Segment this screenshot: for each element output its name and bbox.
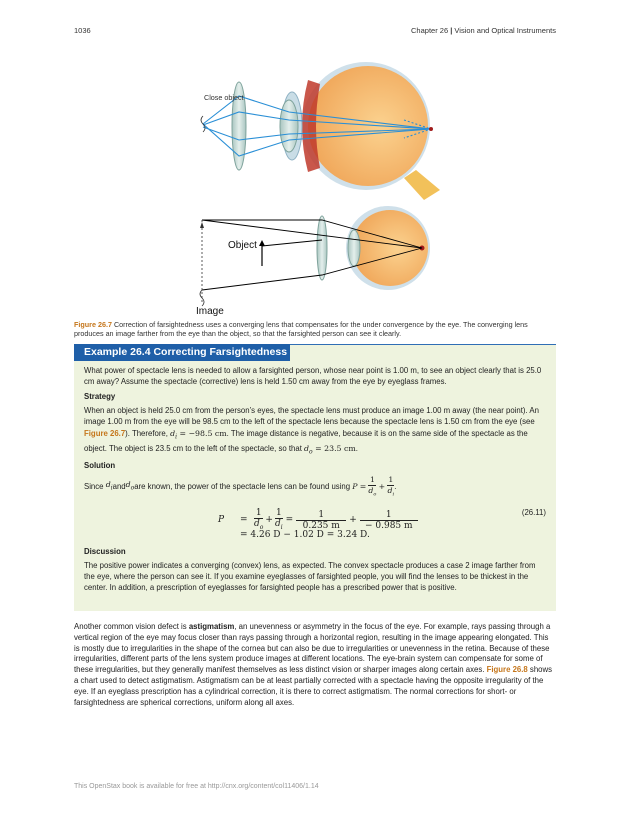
solution-heading: Solution <box>84 461 116 470</box>
eq-frac-0985 <box>360 510 418 531</box>
body-part-2: , an unevenness or asymmetry in the focus of the eye. For example, rays passing through a vertical region of the eye may focus closer than rays passing through a horizontal region, resulting in the image appearing elongated. This is mostly due to irregularities in the shape of the cornea but can also be due to irregularities or unevenness in the retina. Because of these irregularities, different parts of the lens system produce images at different locations. The eye-brain system can compensate for some of these irregularities, but they generally manifest themselves as less distinct vision or sharper images along certain axes. <box>74 622 551 675</box>
solution-and: and <box>112 481 126 491</box>
d-symbol: d <box>125 479 131 489</box>
eye-ball-small <box>352 210 428 286</box>
chapter-number: Chapter 26 <box>411 26 449 35</box>
denominator: − 0.985 m <box>364 520 413 531</box>
object-distance-value: = 23.5 cm <box>312 443 356 453</box>
d-symbol: d <box>254 519 260 529</box>
d-symbol: d <box>274 519 281 529</box>
i-subscript: i <box>280 523 283 531</box>
example-problem: What power of spectacle lens is needed to allow a farsighted person, whose near point is 1.00 m, to see an object clearly that is 25.0 cm away? Assume the spectacle (corrective) lens is held 1.50 cm away from the eye by eyeglass frames. <box>84 366 542 386</box>
figure-26-7 <box>74 50 556 318</box>
caption-figure-ref[interactable]: Figure 26.7 <box>74 320 112 329</box>
di-symbol: d <box>170 428 176 438</box>
label-object: Object <box>228 240 257 251</box>
o-subscript: o <box>373 491 377 498</box>
equation-line-2: = 4.26 D − 1.02 D = 3.24 D. <box>240 530 370 540</box>
label-image: Image <box>196 306 224 317</box>
eq-plus: + <box>265 515 273 526</box>
numerator: 1 <box>388 474 394 484</box>
o-subscript: o <box>259 523 264 531</box>
object-arrowhead <box>259 240 265 246</box>
figure-caption <box>74 320 556 339</box>
eq-P: P <box>218 515 225 526</box>
numerator: 1 <box>296 510 346 521</box>
numerator: 1 <box>255 508 262 518</box>
solution-part-1: Since <box>84 481 104 491</box>
di-subscript: i <box>175 433 178 441</box>
fraction-1-di <box>387 474 397 500</box>
chapter-header <box>411 26 556 35</box>
footer: This OpenStax book is available for free at http://cnx.org/content/col11406/1.14 <box>74 783 319 790</box>
power-symbol: P <box>352 481 358 491</box>
eq-equals: = <box>240 515 248 526</box>
i-subscript: i <box>392 491 395 498</box>
strategy-figure-ref[interactable]: Figure 26.7 <box>84 428 126 438</box>
solution-part-2: are known, the power of the spectacle lens can be found using <box>134 481 351 491</box>
header-separator: | <box>448 26 455 35</box>
eq-equals-2: = <box>285 515 294 526</box>
spectacle-lens-bottom <box>317 216 327 280</box>
denominator <box>368 486 376 500</box>
chapter-title: Vision and Optical Instruments <box>454 26 556 35</box>
label-close-object: Close object <box>204 93 244 102</box>
bottom-diagram <box>196 206 430 317</box>
o-subscript: o <box>130 484 135 492</box>
image-distance-value: = −98.5 cm <box>177 428 227 438</box>
plus-sign: + <box>378 481 386 491</box>
page-number: 1036 <box>74 26 91 35</box>
d-symbol: d <box>387 485 393 495</box>
eye-lens-small <box>348 230 360 266</box>
discussion-heading: Discussion <box>84 547 126 556</box>
strategy-part-2: ). Therefore, <box>125 428 171 438</box>
focus-point-top <box>429 127 433 131</box>
d-symbol: d <box>368 485 374 495</box>
discussion-text: The positive power indicates a converging (convex) lens, as expected. The convex spectacle produces a case 2 image farther from the eye, where the person can see it. If you examine eyeglasses of farsighted people, you will find the lenses to be thickest in the center. In addition, a prescription of eyeglasses for farsighted people has a prescribed power that is positive. <box>84 561 536 592</box>
numerator: 1 <box>360 510 418 521</box>
colon: . <box>394 481 397 491</box>
d-symbol: d <box>105 479 111 489</box>
optic-nerve <box>404 170 440 200</box>
eye-lens <box>280 100 298 152</box>
body-figure-ref[interactable]: Figure 26.8 <box>486 665 528 675</box>
strategy-part-1: When an object is held 25.0 cm from the person’s eyes, the spectacle lens must produce an image 1.00 m away (the near point). An image 1.00 m from the eye will be 98.5 cm to the left of the spectacle lens because the spectacle lens is 1.50 cm from the eye (see <box>84 406 539 427</box>
equation-number: (26.11) <box>521 508 546 517</box>
numerator: 1 <box>369 474 375 484</box>
do-symbol: d <box>304 443 310 453</box>
body-part-1: Another common vision defect is <box>74 622 189 631</box>
caption-text: Correction of farsightedness uses a converging lens that compensates for the under convergence by the eye. The converging lens produces an image farther from the eye than the object, so that the farsighted person can see it clearly. <box>74 320 528 339</box>
strategy-part-4: . <box>355 443 358 453</box>
do-subscript: o <box>309 448 313 456</box>
astigmatism-paragraph <box>74 622 556 708</box>
strategy-part-3: . The image distance is negative, because it is on the same side of the spectacle as the object. The object is 23.5 cm to the left of the spectacle, so that <box>84 428 528 453</box>
equals-sign: = <box>359 481 367 491</box>
example-title: Example 26.4 Correcting Farsightedness <box>74 344 290 361</box>
i-subscript: i <box>110 484 113 492</box>
object-distance-symbol <box>304 443 313 456</box>
denominator <box>387 486 394 500</box>
solution-text <box>84 476 546 498</box>
image-distance-symbol <box>170 428 178 441</box>
top-eye-diagram <box>201 62 440 200</box>
denominator: 0.235 m <box>302 520 340 531</box>
eq-plus-2: + <box>349 515 357 526</box>
di-inline <box>106 480 113 494</box>
body-part-3: shows a chart used to detect astigmatism. Astigmatism can be at least partially corrected with a spectacle having the opposite irregularity of the eye. If an eyeglass prescription has a cylindrical correction, it is there to correct astigmatism. The normal corrections for short- or farsightedness are spherical corrections, uniform along all axes. <box>74 665 553 707</box>
strategy-text <box>84 405 546 458</box>
strategy-heading: Strategy <box>84 392 116 401</box>
term-astigmatism: astigmatism <box>188 622 235 631</box>
numerator: 1 <box>275 508 282 518</box>
fraction-1-do <box>368 475 376 500</box>
do-inline <box>126 480 135 494</box>
eq-frac-0235 <box>296 510 346 531</box>
image-arrowhead <box>200 222 204 228</box>
